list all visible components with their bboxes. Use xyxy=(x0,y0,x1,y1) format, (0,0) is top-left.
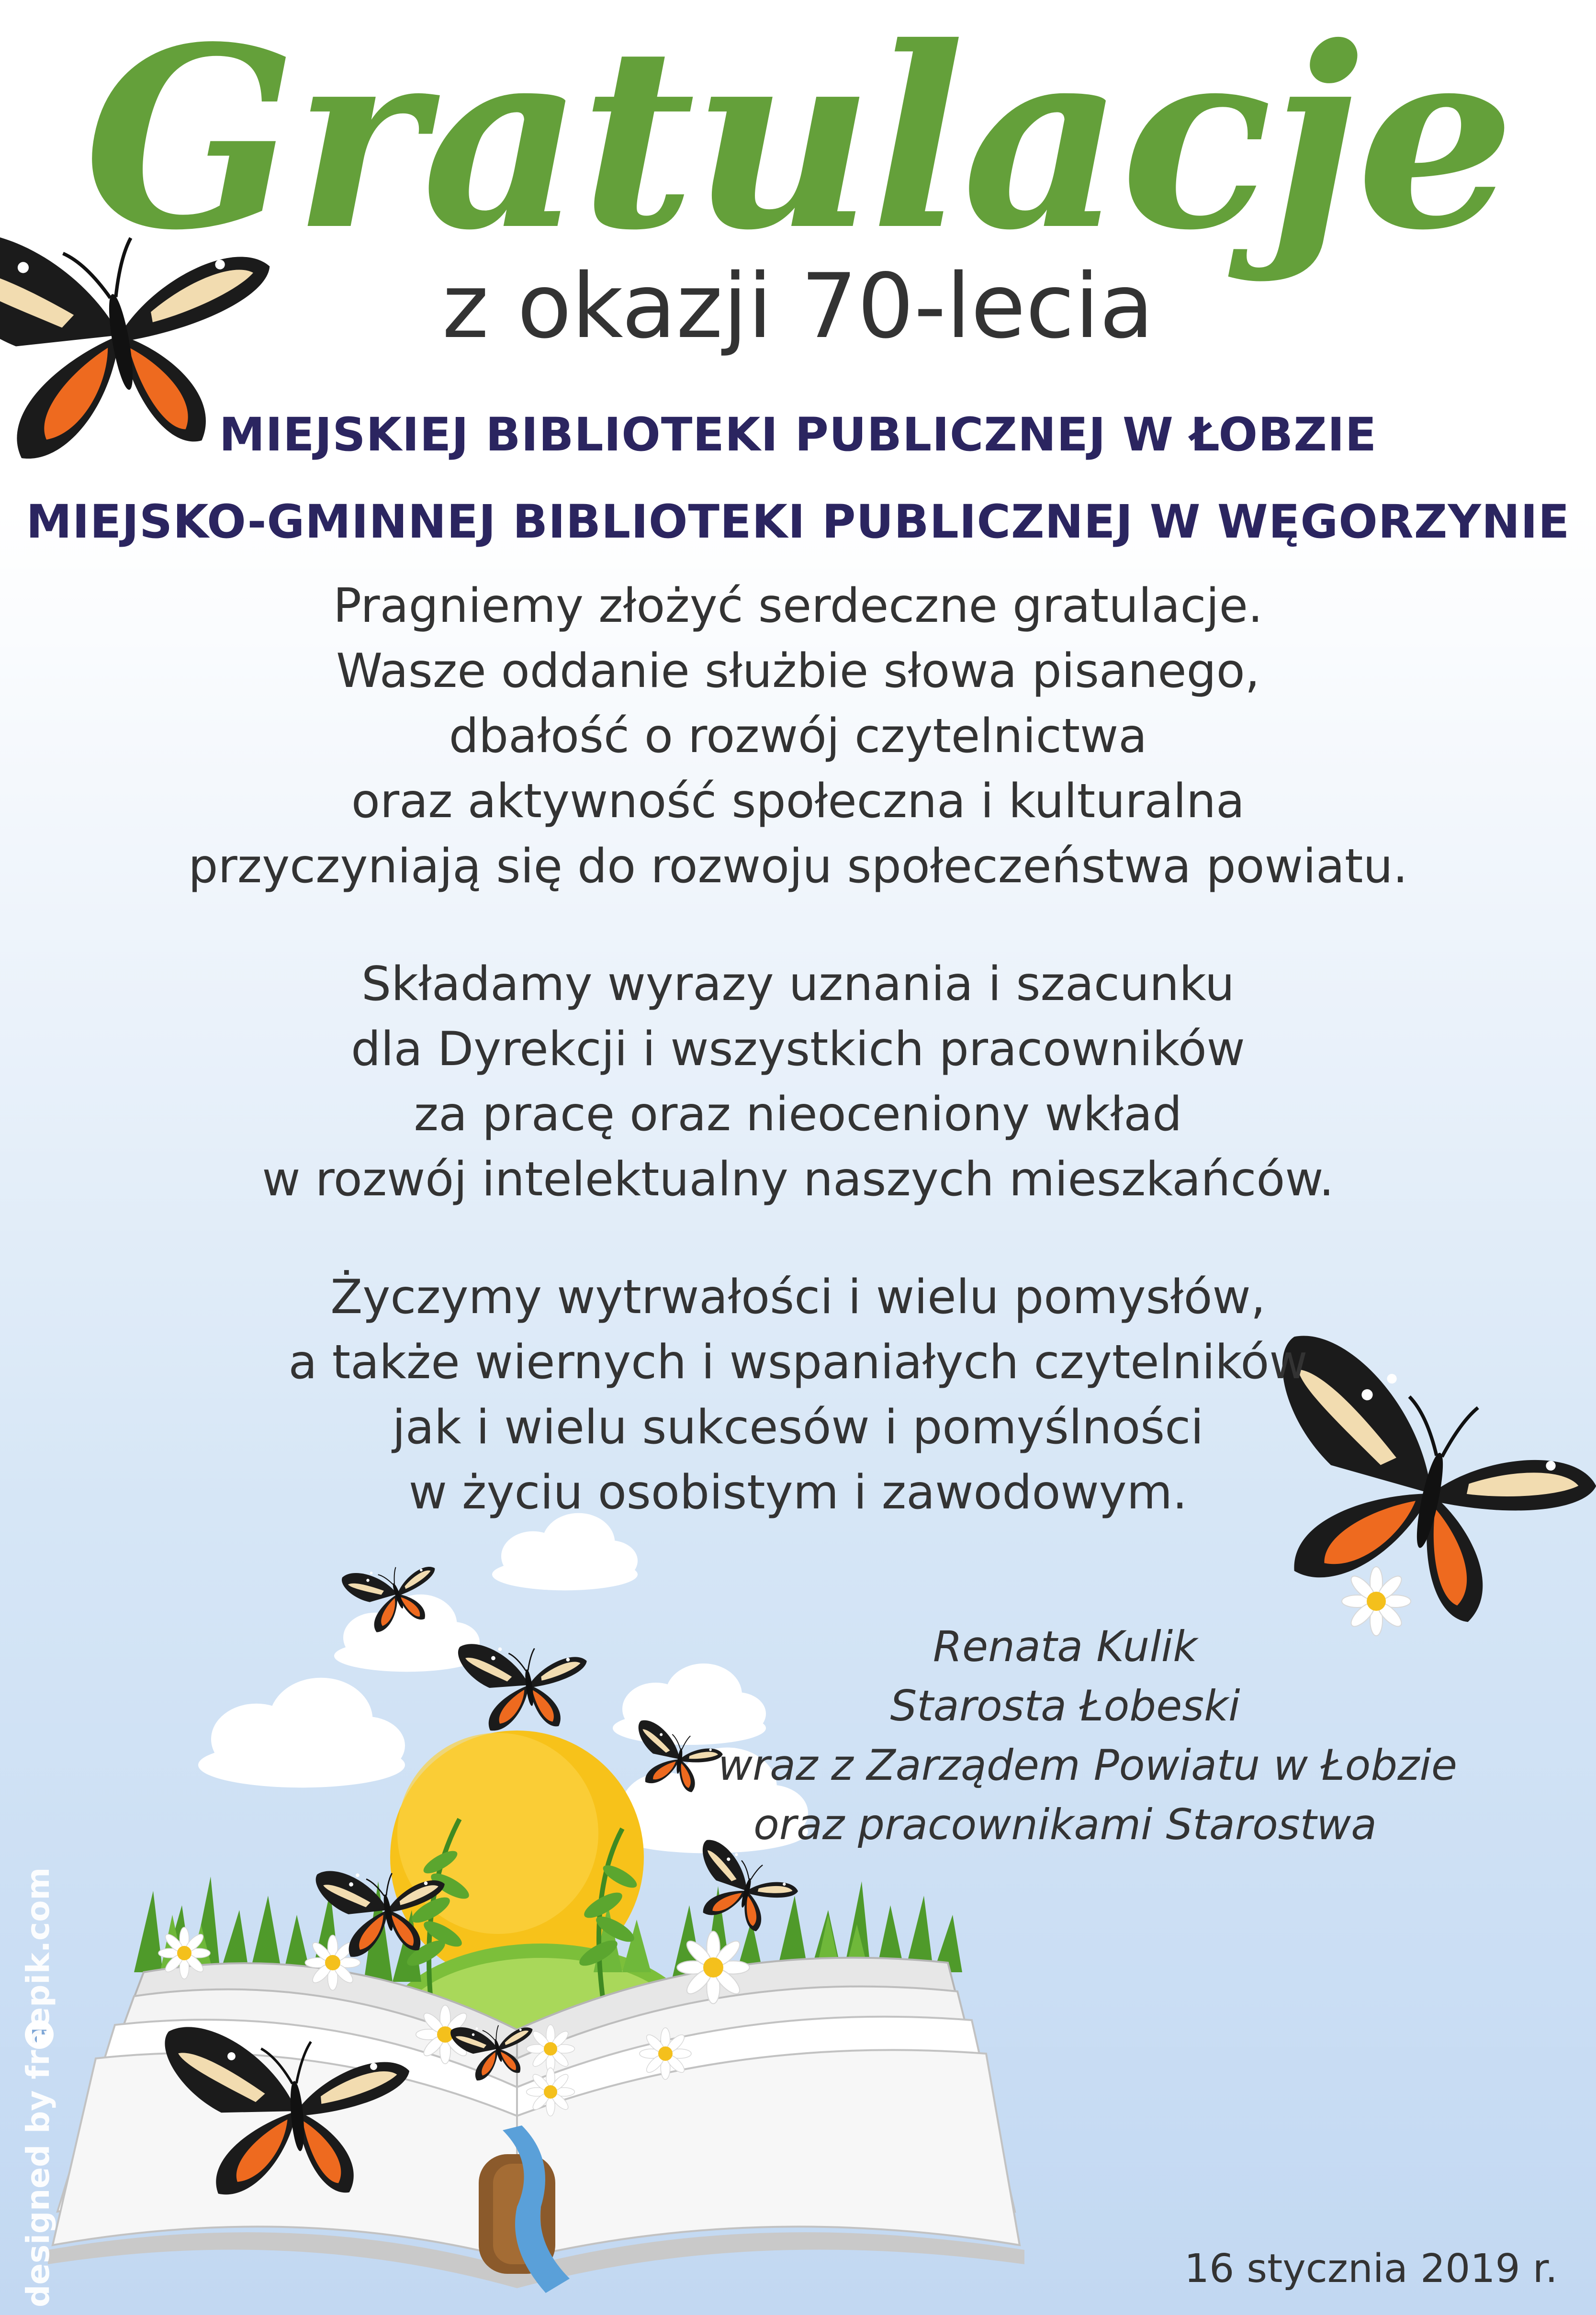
paragraph-line: oraz aktywność społeczna i kulturalna xyxy=(351,774,1245,829)
paragraph-line: Życzymy wytrwałości i wielu pomysłów, xyxy=(330,1270,1266,1325)
freepik-watermark: designed by freepik.com xyxy=(20,1867,56,2307)
daisy-icon xyxy=(527,2068,575,2116)
daisy-icon xyxy=(527,2025,575,2073)
paragraph-line: dbałość o rozwój czytelnictwa xyxy=(449,709,1147,764)
paragraph-line: jak i wielu sukcesów i pomyślności xyxy=(392,1400,1204,1455)
signature-line: wraz z Zarządem Powiatu w Łobzie xyxy=(718,1741,1457,1790)
paragraph-line: Pragniemy złożyć serdeczne gratulacje. xyxy=(333,579,1263,633)
cloud-icon xyxy=(198,1678,405,1788)
institution-name-wegorzyno: MIEJSKO-GMINNEJ BIBLIOTEKI PUBLICZNEJ W WĘGORZYNIE xyxy=(26,495,1570,549)
page-title: Gratulacje xyxy=(84,0,1512,285)
paragraph-line: za pracę oraz nieoceniony wkład xyxy=(414,1087,1182,1142)
signature-line: Starosta Łobeski xyxy=(890,1681,1240,1731)
paragraph-line: Wasze oddanie służbie słowa pisanego, xyxy=(336,644,1260,698)
daisy-icon xyxy=(158,1927,210,1979)
daisy-icon xyxy=(677,1931,749,2003)
paragraph-line: Składamy wyrazy uznania i szacunku xyxy=(361,957,1235,1011)
paragraph-line: w życiu osobistym i zawodowym. xyxy=(408,1465,1188,1520)
paragraph-line: a także wiernych i wspaniałych czytelników xyxy=(288,1335,1308,1390)
signature-block xyxy=(718,1617,1457,1854)
document-date: 16 stycznia 2019 r. xyxy=(1184,2246,1558,2292)
daisy-icon xyxy=(640,2028,691,2079)
recognition-paragraph xyxy=(0,952,1596,1212)
page-subtitle: z okazji 70-lecia xyxy=(442,254,1154,358)
signature-line: Renata Kulik xyxy=(933,1622,1198,1671)
signature-line: oraz pracownikami Starostwa xyxy=(753,1800,1377,1849)
paragraph-line: w rozwój intelektualny naszych mieszkańców. xyxy=(262,1152,1334,1207)
congratulations-paragraph xyxy=(0,573,1596,899)
paragraph-line: dla Dyrekcji i wszystkich pracowników xyxy=(351,1022,1245,1077)
paragraph-line: przyczyniają się do rozwoju społeczeństwa powiatu. xyxy=(188,839,1408,894)
butterfly-icon xyxy=(457,1628,596,1739)
institution-name-lobez: MIEJSKIEJ BIBLIOTEKI PUBLICZNEJ W ŁOBZIE xyxy=(219,408,1377,461)
wishes-paragraph xyxy=(0,1265,1596,1525)
